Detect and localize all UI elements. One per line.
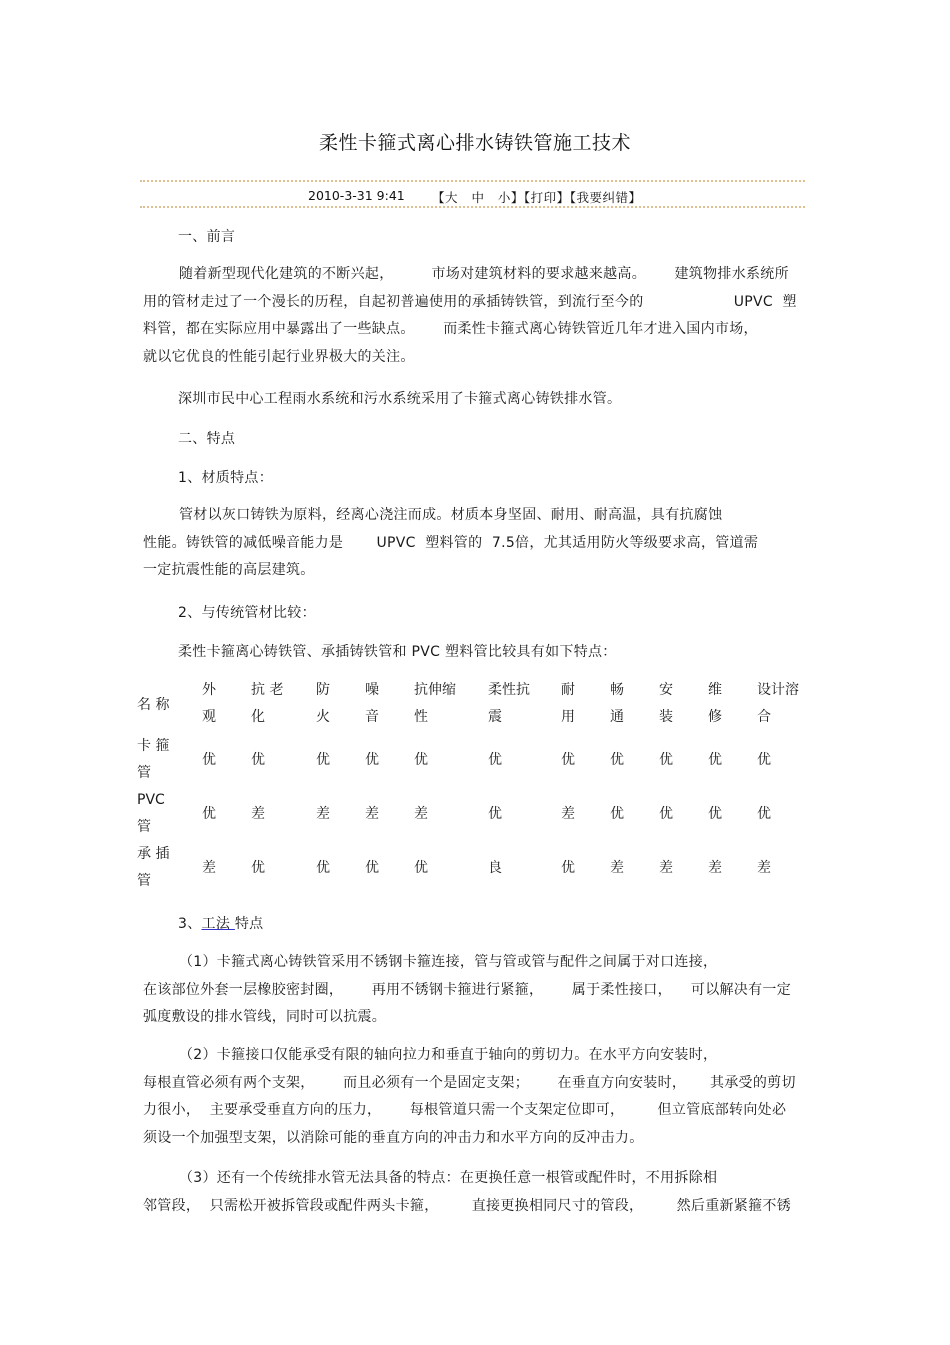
table-row-name: PVC 管 (137, 792, 165, 835)
divider-bottom (140, 206, 805, 208)
table-cell: 差 (757, 859, 771, 876)
table-cell: 差 (561, 805, 575, 822)
text-line: 力很小， 主要承受垂直方向的压力， 每根管道只需一个支架定位即可， 但立管底部转向处必 (143, 1102, 787, 1118)
table-header-cell: 柔性抗 震 (488, 682, 530, 725)
paragraph-intro (143, 261, 808, 371)
paragraph-shenzhen: 深圳市民中心工程雨水系统和污水系统采用了卡箍式离心铸铁排水管。 (178, 391, 622, 407)
table-header-cell: 抗 老 化 (251, 682, 284, 725)
table-header-cell: 维 修 (708, 682, 722, 725)
table-cell: 优 (610, 805, 624, 822)
method-heading-suffix: 特点 (234, 916, 264, 932)
text-line: 一定抗震性能的高层建筑。 (143, 562, 315, 578)
table-cell: 优 (414, 751, 428, 768)
table-row (137, 841, 815, 895)
text-line: 管材以灰口铸铁为原料，经离心浇注而成。材质本身坚固、耐用、耐高温，具有抗腐蚀 (179, 507, 723, 523)
text-line: 弧度敷设的排水管线，同时可以抗震。 (143, 1009, 387, 1025)
table-header-cell: 安 装 (659, 682, 673, 725)
text-line: （3）还有一个传统排水管无法具备的特点：在更换任意一根管或配件时，不用拆除相 (179, 1170, 718, 1186)
print-link[interactable]: 【打印】 (523, 190, 570, 205)
table-cell: 优 (561, 859, 575, 876)
table-row (137, 733, 815, 787)
table-cell: 优 (659, 751, 673, 768)
method-link[interactable]: 工法 (201, 916, 235, 932)
paragraph-material (143, 502, 808, 585)
section-heading-1: 一、前言 (178, 229, 236, 245)
font-small-link[interactable]: 小 (497, 190, 511, 205)
table-cell: 差 (365, 805, 379, 822)
table-cell: 优 (488, 805, 502, 822)
article-title: 柔性卡箍式离心排水铸铁管施工技术 (318, 132, 631, 154)
table-cell: 优 (610, 751, 624, 768)
text-line: （2）卡箍接口仅能承受有限的轴向拉力和垂直于轴向的剪切力。在水平方向安装时， (179, 1047, 718, 1063)
text-line: 在该部位外套一层橡胶密封圈， 再用不锈钢卡箍进行紧箍， 属于柔性接口， 可以解决有一定 (143, 981, 791, 998)
report-error-link[interactable]: 【我要纠错】 (569, 190, 642, 205)
table-cell: 优 (202, 751, 216, 768)
table-cell: 优 (708, 805, 722, 822)
table-header-cell: 畅 通 (610, 682, 624, 725)
table-cell: 差 (251, 805, 265, 822)
font-large-link[interactable]: 大 (445, 190, 459, 205)
text-line: 料管，都在实际应用中暴露出了一些缺点。 而柔性卡箍式离心铸铁管近几年才进入国内市场， (143, 321, 758, 337)
table-cell: 良 (488, 859, 502, 876)
text-line: 随着新型现代化建筑的不断兴起， 市场对建筑材料的要求越来越高。 建筑物排水系统所 (179, 266, 789, 282)
text-line: 用的管材走过了一个漫长的历程，自起初普遍使用的承插铸铁管，到流行至今的 UPVC 塑 (143, 293, 797, 310)
table-header-row (137, 676, 815, 733)
table-header-cell: 设计溶 合 (757, 682, 799, 725)
table-cell: 优 (414, 859, 428, 876)
text-line: 邻管段， 只需松开被拆管段或配件两头卡箍， 直接更换相同尺寸的管段， 然后重新紧箍不锈 (143, 1197, 791, 1214)
table-cell: 优 (316, 751, 330, 768)
table-header-cell: 抗伸缩 性 (414, 682, 456, 725)
table-cell: 优 (316, 859, 330, 876)
subheading-material: 1、材质特点： (178, 470, 274, 486)
comparison-table (137, 676, 815, 895)
table-header-cell: 噪 音 (365, 682, 379, 725)
table-row (137, 787, 815, 841)
divider-top (140, 180, 805, 182)
article-tools (432, 188, 641, 206)
table-cell: 差 (202, 859, 216, 876)
subheading-method (178, 913, 263, 933)
font-size-bracket-close: 】 (510, 190, 524, 205)
text-line: （1）卡箍式离心铸铁管采用不锈钢卡箍连接，管与管或管与配件之间属于对口连接， (179, 954, 718, 970)
table-header-cell: 名 称 (137, 696, 170, 713)
table-row-name: 卡 箍 管 (137, 738, 170, 781)
table-cell: 优 (365, 859, 379, 876)
text-line: 性能。铸铁管的减低噪音能力是 UPVC 塑料管的 7.5倍，尤其适用防火等级要求高，管道需 (143, 534, 759, 551)
paragraph-method-2 (143, 1042, 808, 1152)
table-cell: 差 (659, 859, 673, 876)
text-line: 须设一个加强型支架，以消除可能的垂直方向的冲击力和水平方向的反冲击力。 (143, 1129, 644, 1146)
section-heading-2: 二、特点 (178, 431, 236, 447)
table-cell: 优 (708, 751, 722, 768)
font-medium-link[interactable]: 中 (471, 190, 485, 205)
table-cell: 优 (659, 805, 673, 822)
table-cell: 优 (561, 751, 575, 768)
table-cell: 优 (251, 859, 265, 876)
table-cell: 优 (757, 805, 771, 822)
paragraph-method-1 (143, 949, 808, 1032)
paragraph-comparison-intro: 柔性卡箍离心铸铁管、承插铸铁管和 PVC 塑料管比较具有如下特点： (178, 644, 617, 660)
table-cell: 差 (708, 859, 722, 876)
table-cell: 差 (316, 805, 330, 822)
table-cell: 差 (414, 805, 428, 822)
table-header-cell: 外 观 (202, 682, 216, 725)
method-heading-prefix: 3、 (178, 916, 202, 932)
table-row-name: 承 插 管 (137, 846, 170, 889)
table-cell: 优 (488, 751, 502, 768)
table-cell: 优 (365, 751, 379, 768)
table-header-cell: 耐 用 (561, 682, 575, 725)
paragraph-method-3 (143, 1165, 808, 1220)
subheading-comparison: 2、与传统管材比较： (178, 605, 316, 621)
text-line: 就以它优良的性能引起行业界极大的关注。 (143, 348, 415, 365)
table-cell: 优 (757, 751, 771, 768)
text-line: 每根直管必须有两个支架， 而且必须有一个是固定支架； 在垂直方向安装时， 其承受的剪切 (143, 1074, 796, 1091)
table-cell: 差 (610, 859, 624, 876)
table-cell: 优 (251, 751, 265, 768)
table-header-cell: 防 火 (316, 682, 330, 725)
article-date: 2010-3-31 9:41 (308, 188, 405, 203)
table-cell: 优 (202, 805, 216, 822)
font-size-bracket-open: 【 (432, 190, 446, 205)
